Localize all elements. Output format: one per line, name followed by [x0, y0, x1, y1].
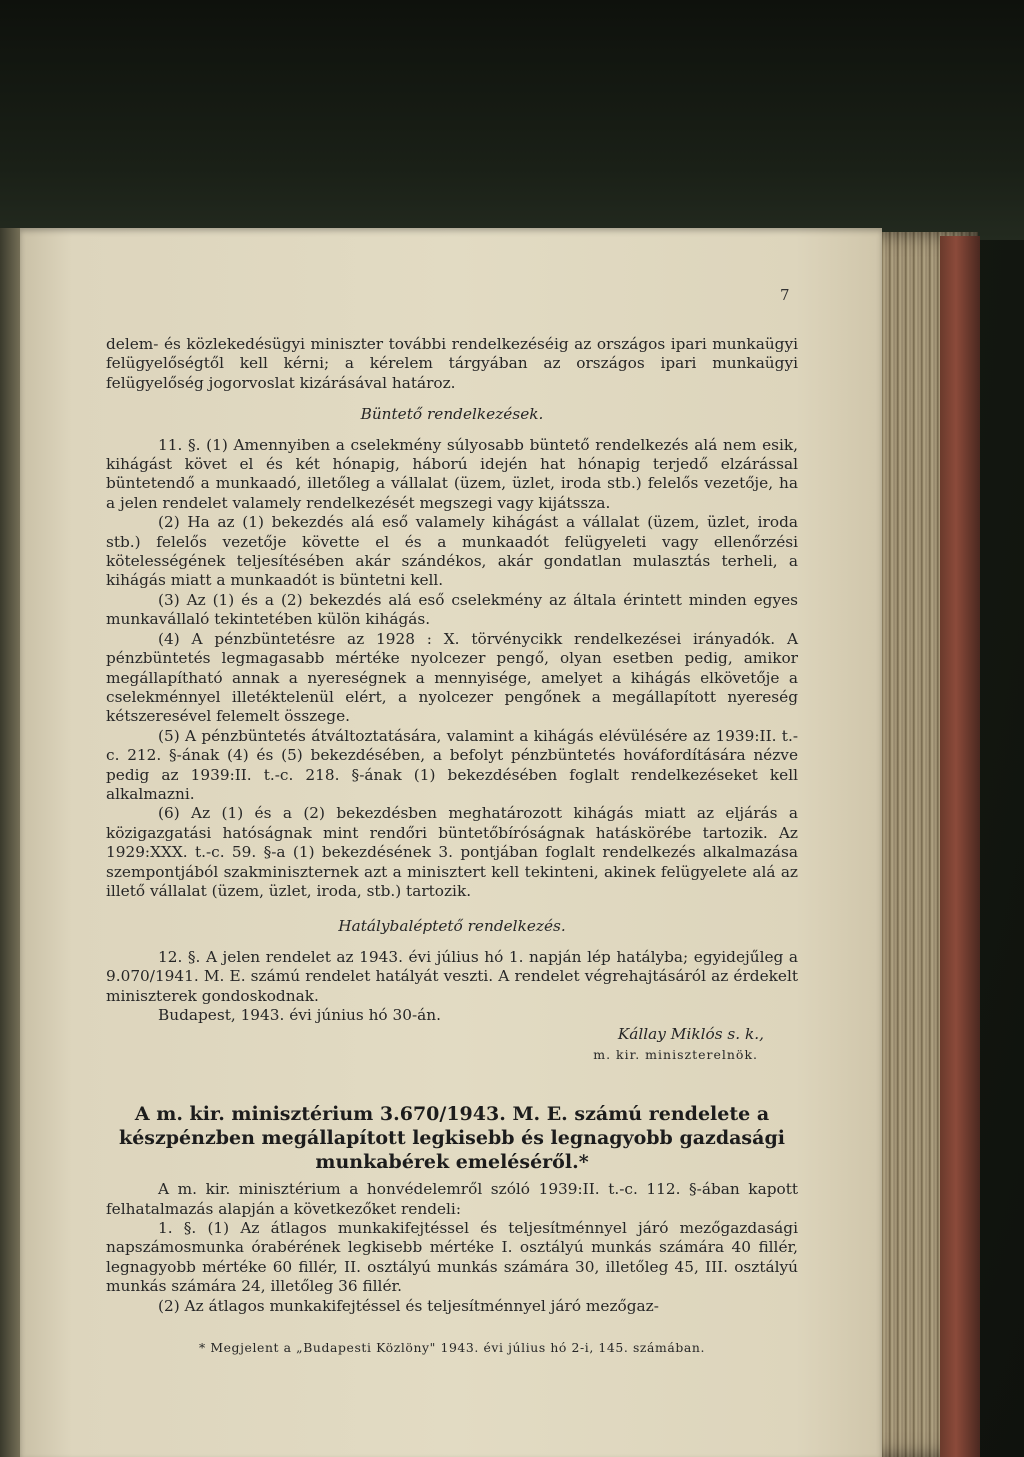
book-binding [940, 236, 980, 1457]
footnote: * Megjelent a „Budapesti Közlöny" 1943. évi július hó 2-i, 145. számában. [199, 1340, 705, 1356]
decree-title: A m. kir. minisztérium 3.670/1943. M. E. számú rendelete a készpénzben megállapított legkisebb és legnagyobb gazdasági munkabérek emeléséről.* [119, 1103, 785, 1174]
paragraph: A m. kir. minisztérium a honvédelemről szóló 1939:II. t.-c. 112. §-ában kapott felhatalmazás alapján a következőket rendeli: [106, 1180, 798, 1218]
paragraph: 12. §. A jelen rendelet az 1943. évi július hó 1. napján lép hatályba; egyidejűleg a 9.070/1941. M. E. számú rendelet hatályát veszti. A rendelet végrehajtásáról az érdekelt miniszterek gondoskodnak. [106, 947, 798, 1005]
paragraph: (2) Ha az (1) bekezdés alá eső valamely kihágást a vállalat (üzem, üzlet, iroda stb.) felelős vezetője követte el és a munkaadót felügyeleti vagy ellenőrzési kötelességének teljesítésében akár szándékos, akár gondatlan mulasztás terheli, a kihágás miatt a munkaadót is büntetni kell. [106, 513, 798, 590]
signature: Kállay Miklós s. k., [617, 1025, 764, 1044]
paragraph: (5) A pénzbüntetés átváltoztatására, valamint a kihágás elévülésére az 1939:II. t.-c. 212. §-ának (4) és (5) bekezdésében, a befolyt pénzbüntetés hováfordítására nézve pedig az 1939:II. t.-c. 218. §-ának (1) bekezdésében foglalt rendelkezéseket kell alkalmazni. [106, 726, 798, 803]
section-heading-effective: Hatálybaléptető rendelkezés. [338, 917, 566, 936]
page-number: 7 [780, 286, 790, 304]
book-page [20, 228, 882, 1457]
page-text [106, 335, 798, 1357]
paragraph: (6) Az (1) és a (2) bekezdésben meghatározott kihágás miatt az eljárás a közigazgatási hatóságnak mint rendőri büntetőbíróságnak hatáskörébe tartozik. Az 1929:XXX. t.-c. 59. §-a (1) bekezdésének 3. pontjában foglalt rendelkezés alkalmazása szempontjából szakminiszternek azt a minisztert kell tekinteni, akinek felügyelete alá az illető vállalat (üzem, üzlet, iroda, stb.) tartozik. [106, 804, 798, 900]
place-date: Budapest, 1943. évi június hó 30-án. [158, 1006, 441, 1024]
paragraph: 11. §. (1) Amennyiben a cselekmény súlyosabb büntető rendelkezés alá nem esik, kihágást követ el és két hónapig, háború idején hat hónapig terjedő elzárással büntetendő a munkaadó, illetőleg a vállalat (üzem, üzlet, iroda stb.) felelős vezetője, ha a jelen rendelet valamely rendelkezését megszegi vagy kijátssza. [106, 435, 798, 512]
paragraph: (3) Az (1) és a (2) bekezdés alá eső cselekmény az általa érintett minden egyes munkavállaló tekintetében külön kihágás. [106, 590, 798, 629]
intro-paragraph: delem- és közlekedésügyi miniszter további rendelkezéséig az országos ipari munkaügyi felügyelőségtől kell kérni; a kérelem tárgyában az országos ipari munkaügyi felügyelőség jogorvoslat kizárásával határoz. [106, 335, 798, 392]
section-heading-penalties: Büntető rendelkezések. [360, 405, 544, 424]
paragraph: (4) A pénzbüntetésre az 1928 : X. törvénycikk rendelkezései irányadók. A pénzbüntetés legmagasabb mértéke nyolcezer pengő, olyan esetben pedig, amikor megállapítható annak a nyereségnek a mennyisége, amelyet a kihágás elkövetője a cselekménnyel illetéktelenül elért, a nyolcezer pengőnek a megállapított nyereség kétszeresével felemelt összege. [106, 629, 798, 726]
paragraph: (2) Az átlagos munkakifejtéssel és teljesítménnyel járó mezőgaz- [158, 1296, 659, 1315]
signature-title: m. kir. miniszterelnök. [593, 1046, 758, 1062]
dark-background [0, 0, 1024, 240]
paragraph: 1. §. (1) Az átlagos munkakifejtéssel és teljesítménnyel járó mezőgazdasági napszámosmunka órabérének legkisebb mértéke I. osztályú munkás számára 40 fillér, legnagyobb mértéke 60 fillér, II. osztályú munkás számára 30, illetőleg 45, III. osztályú munkás számára 24, illetőleg 36 fillér. [106, 1219, 798, 1296]
